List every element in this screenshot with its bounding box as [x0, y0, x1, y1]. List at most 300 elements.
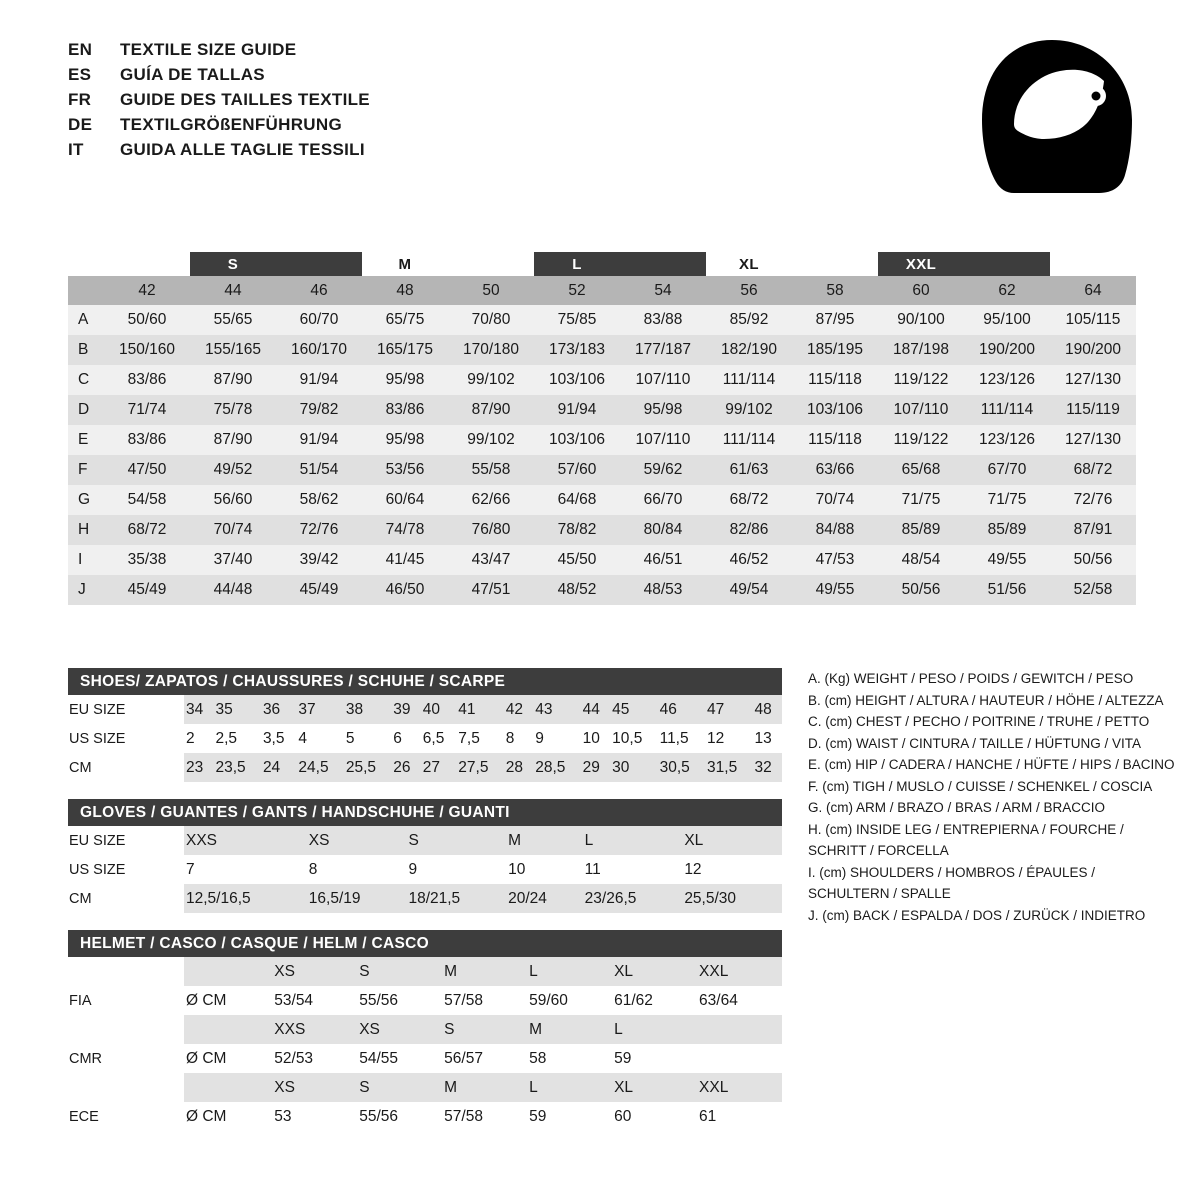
shoes-us-7: 7,5 — [456, 724, 503, 753]
gloves-us-1: 8 — [307, 855, 407, 884]
measure-label-i: I — [68, 545, 104, 575]
helmet-ece-hdr-3: L — [527, 1073, 612, 1102]
helmet-ece-unit: Ø CM — [184, 1102, 272, 1131]
table-row — [68, 724, 782, 753]
cell-d-10: 111/114 — [964, 395, 1050, 425]
header-title-it: GUIDA ALLE TAGLIE TESSILI — [120, 140, 365, 159]
table-row — [68, 485, 1136, 515]
cell-j-3: 46/50 — [362, 575, 448, 605]
cell-i-9: 48/54 — [878, 545, 964, 575]
gloves-cm-1: 16,5/19 — [307, 884, 407, 913]
cell-g-9: 71/75 — [878, 485, 964, 515]
group-cell-0 — [68, 252, 104, 276]
shoes-eu-7: 41 — [456, 695, 503, 724]
cell-d-0: 71/74 — [104, 395, 190, 425]
sub-tables — [68, 668, 782, 1131]
cell-d-4: 87/90 — [448, 395, 534, 425]
helmet-fia-0: 53/54 — [272, 986, 357, 1015]
cell-j-1: 44/48 — [190, 575, 276, 605]
group-cell-l-a: L — [534, 252, 620, 276]
table-row — [68, 335, 1136, 365]
cell-i-4: 43/47 — [448, 545, 534, 575]
cell-d-2: 79/82 — [276, 395, 362, 425]
cell-b-2: 160/170 — [276, 335, 362, 365]
cell-j-10: 51/56 — [964, 575, 1050, 605]
cell-i-3: 41/45 — [362, 545, 448, 575]
group-cell-m-a: M — [398, 255, 412, 273]
cell-a-7: 85/92 — [706, 305, 792, 335]
gloves-eu-2: S — [406, 826, 506, 855]
shoes-cm-12: 30,5 — [658, 753, 705, 782]
cell-b-11: 190/200 — [1050, 335, 1136, 365]
legend-line-h: H. (cm) INSIDE LEG / ENTREPIERNA / FOURCHE / — [808, 821, 1124, 837]
table-row — [68, 986, 782, 1015]
helmet-fia-unit: Ø CM — [184, 986, 272, 1015]
helmet-fia-3: 59/60 — [527, 986, 612, 1015]
cell-h-2: 72/76 — [276, 515, 362, 545]
cell-j-9: 50/56 — [878, 575, 964, 605]
gloves-eu-5: XL — [682, 826, 782, 855]
measure-label-d: D — [68, 395, 104, 425]
legend-line-i: I. (cm) SHOULDERS / HOMBROS / ÉPAULES / — [808, 864, 1096, 880]
measure-label-e: E — [68, 425, 104, 455]
measure-label-h: H — [68, 515, 104, 545]
cell-g-10: 71/75 — [964, 485, 1050, 515]
shoes-eu-12: 46 — [658, 695, 705, 724]
group-cell-1 — [104, 252, 190, 276]
cell-i-1: 37/40 — [190, 545, 276, 575]
shoes-eu-2: 36 — [261, 695, 296, 724]
group-cell-s-b — [276, 252, 362, 276]
group-label-row — [68, 252, 1136, 276]
helmet-ece-hdr-unit — [184, 1073, 272, 1102]
cell-d-5: 91/94 — [534, 395, 620, 425]
helmet-ece-2: 57/58 — [442, 1102, 527, 1131]
shoes-eu-14: 48 — [752, 695, 782, 724]
shoes-cm-3: 24,5 — [296, 753, 343, 782]
cell-d-9: 107/110 — [878, 395, 964, 425]
size-header-62: 62 — [964, 276, 1050, 305]
shoes-cm-0: 23 — [184, 753, 214, 782]
gloves-cm-0: 12,5/16,5 — [184, 884, 307, 913]
cell-e-9: 119/122 — [878, 425, 964, 455]
cell-h-6: 80/84 — [620, 515, 706, 545]
shoes-eu-11: 45 — [610, 695, 657, 724]
header-title-de: TEXTILGRÖßENFÜHRUNG — [120, 115, 342, 134]
cell-b-0: 150/160 — [104, 335, 190, 365]
cell-i-5: 45/50 — [534, 545, 620, 575]
header-title-fr: GUIDE DES TAILLES TEXTILE — [120, 90, 370, 109]
shoes-cm-10: 29 — [581, 753, 611, 782]
language-code-fr: FR — [68, 90, 92, 109]
shoes-cm-2: 24 — [261, 753, 296, 782]
cell-h-5: 78/82 — [534, 515, 620, 545]
gloves-table — [68, 799, 782, 913]
helmet-fia-hdr-1: S — [357, 957, 442, 986]
gloves-cm-label: CM — [69, 890, 92, 907]
shoes-us-8: 8 — [504, 724, 534, 753]
cell-f-4: 55/58 — [448, 455, 534, 485]
cell-a-10: 95/100 — [964, 305, 1050, 335]
measure-label-b: B — [68, 335, 104, 365]
helmet-ece-5: 61 — [697, 1102, 782, 1131]
legend-line-g: G. (cm) ARM / BRAZO / BRAS / ARM / BRACCIO — [808, 800, 1106, 815]
helmet-cmr-0: 52/53 — [272, 1044, 357, 1073]
table-row — [68, 545, 1136, 575]
cell-i-11: 50/56 — [1050, 545, 1136, 575]
gloves-eu-label: EU SIZE — [69, 832, 126, 849]
helmet-ece-label: ECE — [69, 1108, 99, 1125]
cell-a-6: 83/88 — [620, 305, 706, 335]
helmet-cmr-hdr-3: M — [527, 1015, 612, 1044]
helmet-cmr-hdr-5 — [697, 1015, 782, 1044]
cell-f-6: 59/62 — [620, 455, 706, 485]
cell-d-3: 83/86 — [362, 395, 448, 425]
helmet-table — [68, 930, 782, 1131]
header-title-es: GUÍA DE TALLAS — [120, 65, 265, 84]
cell-i-10: 49/55 — [964, 545, 1050, 575]
cell-j-5: 48/52 — [534, 575, 620, 605]
cell-h-1: 70/74 — [190, 515, 276, 545]
header-row-en — [68, 40, 768, 65]
cell-c-11: 127/130 — [1050, 365, 1136, 395]
header-language-list — [68, 40, 768, 165]
cell-h-7: 82/86 — [706, 515, 792, 545]
helmet-title: HELMET / CASCO / CASQUE / HELM / CASCO — [68, 930, 782, 957]
helmet-title-row — [68, 930, 782, 957]
group-cell-l-b — [620, 252, 706, 276]
shoes-us-1: 2,5 — [214, 724, 261, 753]
helmet-fia-hdr-5: XXL — [697, 957, 782, 986]
gloves-eu-3: M — [506, 826, 583, 855]
cell-a-4: 70/80 — [448, 305, 534, 335]
cell-i-2: 39/42 — [276, 545, 362, 575]
shoes-us-3: 4 — [296, 724, 343, 753]
cell-g-5: 64/68 — [534, 485, 620, 515]
cell-h-8: 84/88 — [792, 515, 878, 545]
table-row — [68, 826, 782, 855]
cell-b-8: 185/195 — [792, 335, 878, 365]
table-row — [68, 1044, 782, 1073]
textile-size-table — [68, 252, 1136, 605]
size-header-42: 42 — [104, 276, 190, 305]
cell-e-11: 127/130 — [1050, 425, 1136, 455]
helmet-fia-4: 61/62 — [612, 986, 697, 1015]
shoes-us-13: 12 — [705, 724, 752, 753]
helmet-ece-hdr-0: XS — [272, 1073, 357, 1102]
gloves-cm-3: 20/24 — [506, 884, 583, 913]
group-cell-last — [1050, 252, 1136, 276]
shoes-cm-6: 27 — [421, 753, 456, 782]
cell-c-1: 87/90 — [190, 365, 276, 395]
cell-f-0: 47/50 — [104, 455, 190, 485]
cell-b-4: 170/180 — [448, 335, 534, 365]
shoes-cm-7: 27,5 — [456, 753, 503, 782]
shoes-eu-4: 38 — [344, 695, 391, 724]
cell-g-4: 62/66 — [448, 485, 534, 515]
language-code-de: DE — [68, 115, 93, 134]
shoes-us-2: 3,5 — [261, 724, 296, 753]
gloves-cm-5: 25,5/30 — [682, 884, 782, 913]
cell-c-9: 119/122 — [878, 365, 964, 395]
helmet-ece-hdr-4: XL — [612, 1073, 697, 1102]
cell-f-2: 51/54 — [276, 455, 362, 485]
shoes-eu-13: 47 — [705, 695, 752, 724]
group-cell-s-a: S — [190, 252, 276, 276]
shoes-cm-9: 28,5 — [533, 753, 580, 782]
gloves-eu-0: XXS — [184, 826, 307, 855]
shoes-us-6: 6,5 — [421, 724, 456, 753]
legend-line-i-cont: SCHULTERN / SPALLE — [808, 886, 951, 901]
cell-e-8: 115/118 — [792, 425, 878, 455]
helmet-cmr-1: 54/55 — [357, 1044, 442, 1073]
size-header-64: 64 — [1050, 276, 1136, 305]
measure-label-j: J — [68, 575, 104, 605]
cell-j-2: 45/49 — [276, 575, 362, 605]
cell-h-11: 87/91 — [1050, 515, 1136, 545]
group-cell-xl-b — [792, 252, 878, 276]
table-row — [68, 753, 782, 782]
helmet-cmr-hdr-unit — [184, 1015, 272, 1044]
helmet-fia-hdr-0: XS — [272, 957, 357, 986]
helmet-cmr-3: 58 — [527, 1044, 612, 1073]
helmet-ece-0: 53 — [272, 1102, 357, 1131]
legend-line-f: F. (cm) TIGH / MUSLO / CUISSE / SCHENKEL / COSCIA — [808, 778, 1153, 794]
cell-j-6: 48/53 — [620, 575, 706, 605]
shoes-cm-8: 28 — [504, 753, 534, 782]
cell-g-2: 58/62 — [276, 485, 362, 515]
cell-e-1: 87/90 — [190, 425, 276, 455]
cell-d-7: 99/102 — [706, 395, 792, 425]
helmet-cmr-label: CMR — [69, 1050, 103, 1067]
cell-i-8: 47/53 — [792, 545, 878, 575]
helmet-cmr-hdr-1: XS — [357, 1015, 442, 1044]
cell-c-4: 99/102 — [448, 365, 534, 395]
shoes-us-11: 10,5 — [610, 724, 657, 753]
helmet-cmr-4: 59 — [612, 1044, 697, 1073]
measure-label-c: C — [68, 365, 104, 395]
table-row — [68, 365, 1136, 395]
shoes-us-4: 5 — [344, 724, 391, 753]
size-header-56: 56 — [706, 276, 792, 305]
measure-label-g: G — [68, 485, 104, 515]
shoes-eu-10: 44 — [581, 695, 611, 724]
size-header-46: 46 — [276, 276, 362, 305]
legend-line-e: E. (cm) HIP / CADERA / HANCHE / HÜFTE / HIPS / BACINO — [808, 757, 1175, 772]
helmet-ece-hdr-2: M — [442, 1073, 527, 1102]
size-header-48: 48 — [362, 276, 448, 305]
legend-line-d: D. (cm) WAIST / CINTURA / TAILLE / HÜFTUNG / VITA — [808, 735, 1142, 751]
header-row-fr — [68, 90, 768, 115]
cell-g-3: 60/64 — [362, 485, 448, 515]
cell-h-0: 68/72 — [104, 515, 190, 545]
cell-e-3: 95/98 — [362, 425, 448, 455]
cell-i-6: 46/51 — [620, 545, 706, 575]
cell-e-6: 107/110 — [620, 425, 706, 455]
language-code-en: EN — [68, 40, 93, 59]
table-row — [68, 884, 782, 913]
gloves-us-4: 11 — [583, 855, 683, 884]
cell-j-0: 45/49 — [104, 575, 190, 605]
gloves-us-0: 7 — [184, 855, 307, 884]
table-row — [68, 305, 1136, 335]
cell-j-8: 49/55 — [792, 575, 878, 605]
gloves-cm-4: 23/26,5 — [583, 884, 683, 913]
size-header-60: 60 — [878, 276, 964, 305]
header-title-en: TEXTILE SIZE GUIDE — [120, 40, 297, 59]
cell-f-5: 57/60 — [534, 455, 620, 485]
cell-f-8: 63/66 — [792, 455, 878, 485]
helmet-cmr-hdr-4: L — [612, 1015, 697, 1044]
size-header-corner — [68, 276, 104, 305]
cell-h-4: 76/80 — [448, 515, 534, 545]
cell-a-5: 75/85 — [534, 305, 620, 335]
cell-e-2: 91/94 — [276, 425, 362, 455]
cell-g-0: 54/58 — [104, 485, 190, 515]
shoes-us-5: 6 — [391, 724, 421, 753]
table-row — [68, 1073, 782, 1102]
cell-d-8: 103/106 — [792, 395, 878, 425]
cell-f-10: 67/70 — [964, 455, 1050, 485]
gloves-eu-4: L — [583, 826, 683, 855]
helmet-ece-4: 60 — [612, 1102, 697, 1131]
cell-a-11: 105/115 — [1050, 305, 1136, 335]
shoes-eu-9: 43 — [533, 695, 580, 724]
cell-c-7: 111/114 — [706, 365, 792, 395]
table-row — [68, 455, 1136, 485]
helmet-icon — [972, 38, 1132, 210]
cell-h-9: 85/89 — [878, 515, 964, 545]
cell-e-0: 83/86 — [104, 425, 190, 455]
shoes-us-label: US SIZE — [69, 730, 126, 747]
size-header-54: 54 — [620, 276, 706, 305]
header-row-it — [68, 140, 768, 165]
group-cell-xxl-b — [964, 252, 1050, 276]
cell-b-9: 187/198 — [878, 335, 964, 365]
spacer-gloves-helmet — [68, 913, 782, 930]
header-row-es — [68, 65, 768, 90]
cell-g-11: 72/76 — [1050, 485, 1136, 515]
cell-c-10: 123/126 — [964, 365, 1050, 395]
legend-line-b: B. (cm) HEIGHT / ALTURA / HAUTEUR / HÖHE / ALTEZZA — [808, 692, 1164, 708]
helmet-cmr-2: 56/57 — [442, 1044, 527, 1073]
size-header-50: 50 — [448, 276, 534, 305]
cell-c-8: 115/118 — [792, 365, 878, 395]
gloves-eu-1: XS — [307, 826, 407, 855]
legend-line-a: A. (Kg) WEIGHT / PESO / POIDS / GEWITCH / PESO — [808, 671, 1134, 686]
table-row — [68, 395, 1136, 425]
shoes-cm-14: 32 — [752, 753, 782, 782]
cell-j-7: 49/54 — [706, 575, 792, 605]
cell-b-6: 177/187 — [620, 335, 706, 365]
helmet-ece-3: 59 — [527, 1102, 612, 1131]
cell-f-7: 61/63 — [706, 455, 792, 485]
spacer-shoes-gloves — [68, 782, 782, 799]
shoes-table — [68, 668, 782, 782]
gloves-us-5: 12 — [682, 855, 782, 884]
size-header-44: 44 — [190, 276, 276, 305]
helmet-cmr-header-label — [68, 1015, 184, 1044]
cell-a-2: 60/70 — [276, 305, 362, 335]
size-header-row — [68, 276, 1136, 305]
gloves-us-2: 9 — [406, 855, 506, 884]
cell-g-6: 66/70 — [620, 485, 706, 515]
group-cell-m-b — [448, 252, 534, 276]
cell-d-6: 95/98 — [620, 395, 706, 425]
cell-a-3: 65/75 — [362, 305, 448, 335]
helmet-fia-hdr-3: L — [527, 957, 612, 986]
cell-b-1: 155/165 — [190, 335, 276, 365]
shoes-cm-4: 25,5 — [344, 753, 391, 782]
cell-f-9: 65/68 — [878, 455, 964, 485]
cell-e-10: 123/126 — [964, 425, 1050, 455]
header-row-de — [68, 115, 768, 140]
cell-b-5: 173/183 — [534, 335, 620, 365]
size-header-52: 52 — [534, 276, 620, 305]
helmet-cmr-5 — [697, 1044, 782, 1073]
helmet-fia-2: 57/58 — [442, 986, 527, 1015]
size-header-58: 58 — [792, 276, 878, 305]
measurement-legend — [808, 668, 1175, 926]
gloves-us-3: 10 — [506, 855, 583, 884]
cell-e-4: 99/102 — [448, 425, 534, 455]
helmet-ece-hdr-5: XXL — [697, 1073, 782, 1102]
table-row — [68, 957, 782, 986]
helmet-fia-header-label — [68, 957, 184, 986]
language-code-it: IT — [68, 140, 84, 159]
shoes-us-14: 13 — [752, 724, 782, 753]
cell-i-0: 35/38 — [104, 545, 190, 575]
cell-b-3: 165/175 — [362, 335, 448, 365]
helmet-ece-header-label — [68, 1073, 184, 1102]
table-row — [68, 425, 1136, 455]
cell-g-8: 70/74 — [792, 485, 878, 515]
cell-h-10: 85/89 — [964, 515, 1050, 545]
table-row — [68, 575, 1136, 605]
measure-label-a: A — [68, 305, 104, 335]
table-row — [68, 515, 1136, 545]
helmet-cmr-unit: Ø CM — [184, 1044, 272, 1073]
legend-line-h-cont: SCHRITT / FORCELLA — [808, 843, 949, 858]
shoes-eu-8: 42 — [504, 695, 534, 724]
gloves-title-row — [68, 799, 782, 826]
shoes-title: SHOES/ ZAPATOS / CHAUSSURES / SCHUHE / SCARPE — [68, 668, 782, 695]
cell-b-7: 182/190 — [706, 335, 792, 365]
shoes-eu-3: 37 — [296, 695, 343, 724]
cell-h-3: 74/78 — [362, 515, 448, 545]
shoes-cm-label: CM — [69, 759, 92, 776]
cell-a-1: 55/65 — [190, 305, 276, 335]
shoes-cm-1: 23,5 — [214, 753, 261, 782]
cell-a-8: 87/95 — [792, 305, 878, 335]
table-row — [68, 1015, 782, 1044]
shoes-us-12: 11,5 — [658, 724, 705, 753]
cell-e-5: 103/106 — [534, 425, 620, 455]
cell-b-10: 190/200 — [964, 335, 1050, 365]
group-cell-xl-a: XL — [739, 255, 759, 273]
shoes-cm-13: 31,5 — [705, 753, 752, 782]
shoes-us-9: 9 — [533, 724, 580, 753]
cell-j-4: 47/51 — [448, 575, 534, 605]
shoes-eu-1: 35 — [214, 695, 261, 724]
helmet-fia-hdr-4: XL — [612, 957, 697, 986]
cell-j-11: 52/58 — [1050, 575, 1136, 605]
shoes-title-row — [68, 668, 782, 695]
cell-c-6: 107/110 — [620, 365, 706, 395]
table-row — [68, 855, 782, 884]
shoes-cm-11: 30 — [610, 753, 657, 782]
shoes-eu-5: 39 — [391, 695, 421, 724]
